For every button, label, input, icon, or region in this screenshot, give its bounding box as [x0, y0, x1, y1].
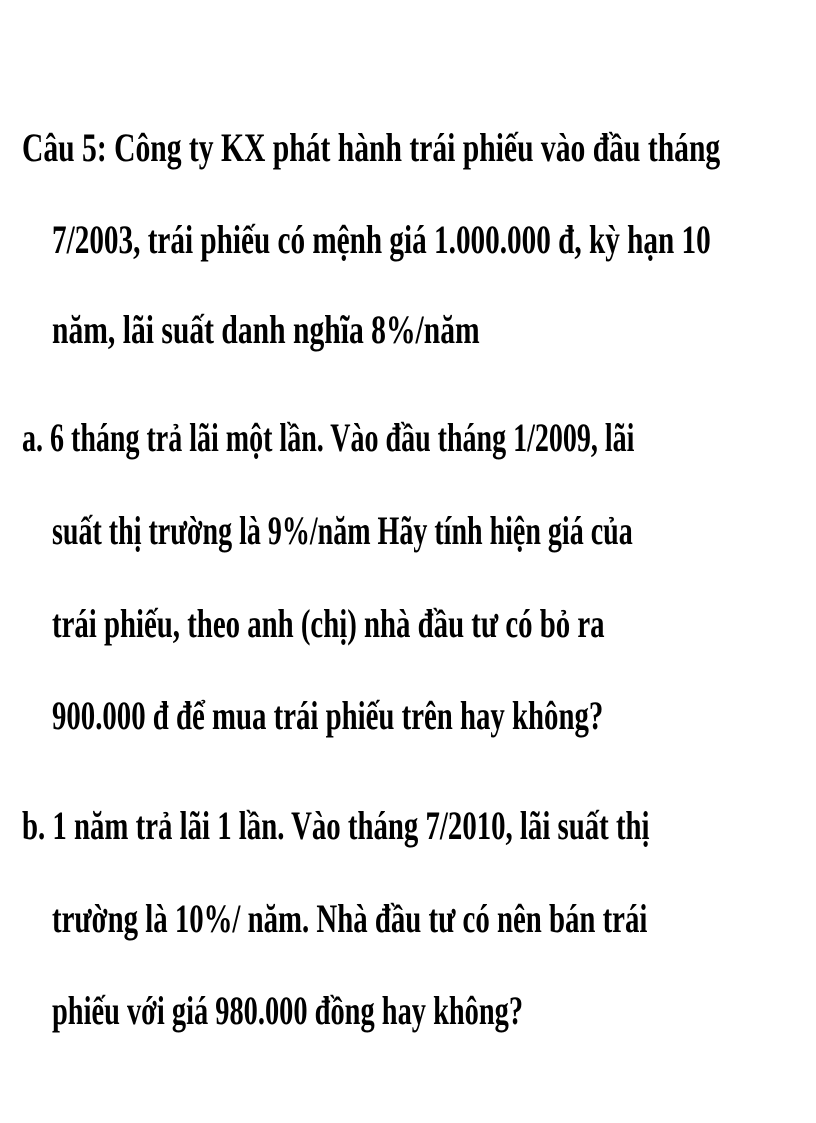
part-b-line-2: trường là 10%/ năm. Nhà đầu tư có nên bán trái — [52, 896, 648, 941]
part-b-line-1: b. 1 năm trả lãi 1 lần. Vào tháng 7/2010, lãi suất thị — [22, 803, 650, 848]
question-line-2: 7/2003, trái phiếu có mệnh giá 1.000.000 đ, kỳ hạn 10 — [52, 217, 711, 262]
part-a-line-4: 900.000 đ để mua trái phiếu trên hay không? — [52, 693, 604, 738]
question-line-1: Câu 5: Công ty KX phát hành trái phiếu vào đầu tháng — [22, 125, 721, 170]
part-a-line-3: trái phiếu, theo anh (chị) nhà đầu tư có bỏ ra — [52, 601, 605, 646]
part-a-line-1: a. 6 tháng trả lãi một lần. Vào đầu tháng 1/2009, lãi — [22, 415, 635, 460]
part-a-line-2: suất thị trường là 9%/năm Hãy tính hiện giá của — [52, 508, 633, 553]
question-line-3: năm, lãi suất danh nghĩa 8%/năm — [52, 307, 480, 352]
part-b-line-3: phiếu với giá 980.000 đồng hay không? — [52, 988, 524, 1033]
